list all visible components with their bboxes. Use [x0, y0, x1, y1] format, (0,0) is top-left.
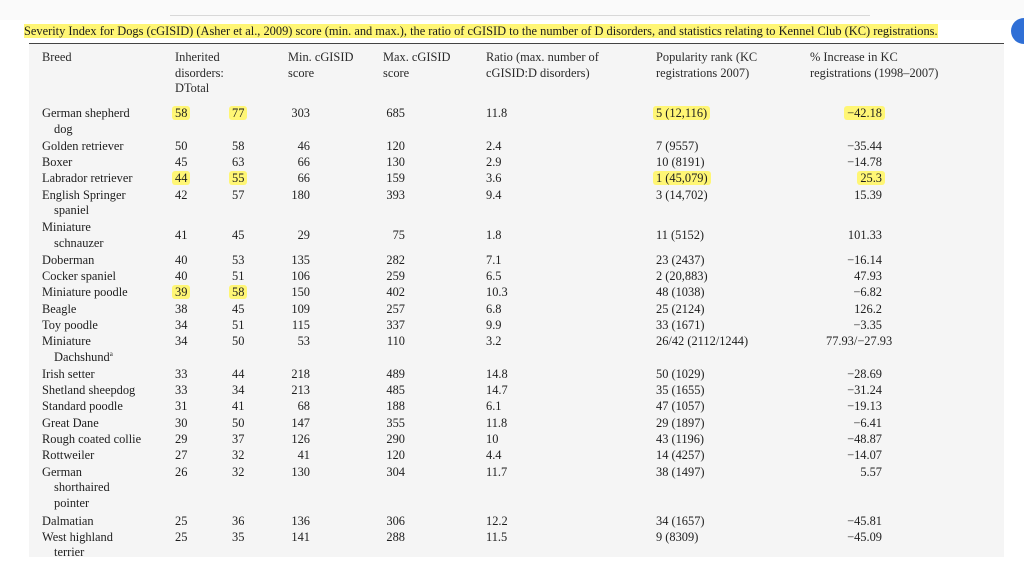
- popularity-cell: [656, 171, 708, 187]
- disorders-total-cell: 50: [232, 334, 245, 349]
- header-min-cgisid: [288, 50, 353, 81]
- breed-cell: [42, 155, 167, 171]
- increase-cell: −45.81: [847, 513, 882, 528]
- header-line: Popularity rank (KC: [656, 50, 758, 64]
- ratio-cell: 4.4: [486, 448, 502, 463]
- header-line: score: [383, 65, 410, 80]
- breed-cell: [42, 139, 167, 155]
- disorders-total-cell: 44: [232, 366, 245, 381]
- breed-line: Doberman: [42, 252, 95, 267]
- max-cgisid-cell: 257: [386, 301, 405, 316]
- increase-cell: −31.24: [847, 383, 882, 398]
- ratio-cell: 10.3: [486, 285, 508, 300]
- max-cgisid-cell: 259: [386, 269, 405, 283]
- breed-cell: [42, 253, 167, 269]
- increase-cell: −14.78: [847, 154, 882, 169]
- popularity-cell: 50 (1029): [656, 366, 705, 381]
- header-line: score: [288, 65, 315, 80]
- disorders-cell: 34: [175, 317, 188, 332]
- header-disorders: [175, 50, 224, 97]
- breed-cell: [42, 416, 167, 432]
- breed-line: Miniature poodle: [42, 285, 128, 300]
- highlight: 77: [229, 106, 247, 120]
- min-cgisid-cell: 66: [297, 171, 310, 186]
- breed-line: terrier: [54, 545, 85, 560]
- disorders-total-cell: 35: [232, 529, 245, 544]
- min-cgisid-cell: 303: [291, 106, 310, 120]
- highlight: −42.18: [844, 106, 885, 120]
- breed-line: German: [42, 464, 82, 479]
- increase-cell: −6.82: [853, 285, 882, 300]
- increase-cell: 47.93: [854, 269, 882, 283]
- ratio-cell: 2.9: [486, 154, 502, 169]
- disorders-total-cell: 58: [232, 138, 245, 153]
- max-cgisid-cell: 130: [386, 154, 405, 169]
- header-line: Inherited: [175, 50, 220, 64]
- previous-line-remnant: [170, 15, 870, 16]
- breed-cell: [42, 399, 167, 415]
- increase-cell: 15.39: [854, 187, 882, 202]
- disorders-total-cell: 50: [232, 415, 245, 430]
- highlight: 58: [229, 285, 247, 299]
- max-cgisid-cell: 188: [386, 399, 405, 414]
- increase-cell: 101.33: [847, 228, 882, 243]
- min-cgisid-cell: 141: [291, 529, 310, 544]
- disorders-total-cell: [232, 106, 244, 122]
- header-line: registrations 2007): [656, 65, 750, 80]
- breed-cell: [42, 106, 167, 137]
- breed-cell: [42, 302, 167, 318]
- breed-line: dog: [54, 121, 73, 136]
- popularity-cell: 7 (9557): [656, 138, 699, 153]
- disorders-cell: [175, 285, 187, 301]
- max-cgisid-cell: 402: [386, 285, 405, 300]
- max-cgisid-cell: 355: [386, 415, 405, 430]
- ratio-cell: 9.9: [486, 317, 502, 332]
- max-cgisid-cell: 75: [392, 228, 405, 243]
- min-cgisid-cell: 106: [291, 269, 310, 283]
- header-line: disorders:: [175, 65, 224, 80]
- header-line: cGISID:D disorders): [486, 65, 590, 80]
- breed-cell: [42, 318, 167, 334]
- disorders-cell: 25: [175, 529, 188, 544]
- ratio-cell: 10: [486, 432, 499, 446]
- disorders-total-cell: 32: [232, 448, 245, 463]
- max-cgisid-cell: 393: [386, 187, 405, 202]
- highlight: 58: [172, 106, 190, 120]
- highlight: 25.3: [857, 171, 885, 185]
- disorders-cell: 34: [175, 334, 188, 349]
- max-cgisid-cell: 306: [386, 513, 405, 528]
- increase-cell: 126.2: [854, 301, 882, 316]
- breed-line: German shepherd: [42, 106, 130, 120]
- disorders-total-cell: 32: [232, 464, 245, 479]
- highlight: 5 (12,116): [653, 106, 710, 120]
- breed-line: West highland: [42, 529, 113, 544]
- disorders-cell: 33: [175, 383, 188, 398]
- ratio-cell: 3.6: [486, 171, 502, 186]
- breed-cell: [42, 188, 167, 219]
- disorders-cell: 26: [175, 464, 188, 479]
- breed-line: Toy poodle: [42, 317, 98, 332]
- min-cgisid-cell: 135: [291, 252, 310, 267]
- table-top-rule: [29, 43, 1004, 44]
- min-cgisid-cell: 130: [291, 464, 310, 479]
- ratio-cell: 11.7: [486, 464, 508, 479]
- header-breed: Breed: [42, 50, 72, 64]
- increase-cell: −3.35: [853, 317, 882, 332]
- breed-line: Dalmatian: [42, 513, 94, 528]
- max-cgisid-cell: 159: [386, 171, 405, 186]
- disorders-cell: 40: [175, 269, 188, 283]
- disorders-total-cell: 63: [232, 154, 245, 169]
- highlight: 1 (45,079): [653, 171, 711, 185]
- max-cgisid-cell: 282: [386, 252, 405, 267]
- popularity-cell: 25 (2124): [656, 301, 705, 316]
- popularity-cell: 2 (20,883): [656, 269, 708, 283]
- disorders-total-cell: 45: [232, 228, 245, 243]
- disorders-cell: 27: [175, 448, 188, 463]
- ratio-cell: 14.7: [486, 383, 508, 398]
- breed-cell: [42, 530, 167, 561]
- increase-cell: −6.41: [853, 415, 882, 430]
- disorders-total-cell: 57: [232, 187, 245, 202]
- header-line: registrations (1998–2007): [810, 65, 939, 80]
- disorders-total-cell: 36: [232, 513, 245, 528]
- increase-cell: −19.13: [847, 399, 882, 414]
- ratio-cell: 11.8: [486, 106, 508, 120]
- breed-line: Labrador retriever: [42, 171, 133, 186]
- breed-line: spaniel: [54, 203, 90, 217]
- min-cgisid-cell: 150: [291, 285, 310, 300]
- disorders-total-cell: 53: [232, 252, 245, 267]
- min-cgisid-cell: 29: [297, 228, 310, 243]
- min-cgisid-cell: 53: [297, 334, 310, 349]
- max-cgisid-cell: 304: [386, 464, 405, 479]
- min-cgisid-cell: 136: [291, 513, 310, 528]
- ratio-cell: 6.8: [486, 301, 502, 316]
- breed-cell: [42, 383, 167, 399]
- popularity-cell: 26/42 (2112/1244): [656, 334, 749, 349]
- caption-text: Severity Index for Dogs (cGISID) (Asher et al., 2009) score (min. and max.), the ratio of cGISID to the number of D disorders, and statistics relating to Kennel Club (KC) registrations.: [24, 24, 938, 38]
- breed-line: Irish setter: [42, 366, 95, 381]
- disorders-cell: 25: [175, 513, 188, 528]
- breed-line: Great Dane: [42, 415, 99, 430]
- max-cgisid-cell: 110: [386, 334, 405, 349]
- increase-cell: −45.09: [847, 529, 882, 544]
- header-popularity: [656, 50, 757, 81]
- disorders-cell: 31: [175, 399, 188, 414]
- disorders-cell: 50: [175, 138, 188, 153]
- min-cgisid-cell: 109: [291, 301, 310, 316]
- highlight: 39: [172, 285, 190, 299]
- popularity-cell: 48 (1038): [656, 285, 705, 300]
- popularity-cell: 3 (14,702): [656, 187, 708, 202]
- ratio-cell: 11.8: [486, 415, 508, 430]
- header-increase: [810, 50, 938, 81]
- popularity-cell: 35 (1655): [656, 383, 705, 398]
- disorders-cell: [175, 171, 187, 187]
- increase-cell: −14.07: [847, 448, 882, 463]
- popularity-cell: 43 (1196): [656, 432, 705, 446]
- popularity-cell: 9 (8309): [656, 529, 699, 544]
- increase-cell: 77.93/−27.93: [826, 334, 893, 349]
- breed-line: shorthaired: [54, 480, 110, 495]
- breed-line: Rough coated collie: [42, 432, 142, 446]
- disorders-cell: 30: [175, 415, 188, 430]
- popularity-cell: [656, 106, 707, 122]
- increase-cell: [810, 106, 882, 122]
- breed-line: pointer: [54, 495, 90, 510]
- min-cgisid-cell: 147: [291, 415, 310, 430]
- ratio-cell: 3.2: [486, 334, 502, 349]
- max-cgisid-cell: 489: [386, 366, 405, 381]
- disorders-cell: 40: [175, 252, 188, 267]
- popularity-cell: 33 (1671): [656, 317, 705, 332]
- ratio-cell: 2.4: [486, 138, 502, 153]
- max-cgisid-cell: 120: [386, 138, 405, 153]
- footnote-mark: a: [109, 349, 113, 358]
- ratio-cell: 6.1: [486, 399, 502, 414]
- ratio-cell: 6.5: [486, 269, 502, 283]
- ratio-cell: 11.5: [486, 529, 508, 544]
- breed-line: Miniature: [42, 334, 91, 349]
- popularity-cell: 47 (1057): [656, 399, 705, 414]
- disorders-total-cell: [232, 285, 244, 301]
- breed-line: Cocker spaniel: [42, 269, 116, 283]
- breed-cell: [42, 367, 167, 383]
- disorders-total-cell: 51: [232, 317, 245, 332]
- breed-cell: [42, 171, 167, 187]
- popularity-cell: 23 (2437): [656, 252, 705, 267]
- min-cgisid-cell: 180: [291, 187, 310, 202]
- min-cgisid-cell: 68: [297, 399, 310, 414]
- breed-line: Rottweiler: [42, 448, 95, 463]
- breed-line: English Springer: [42, 187, 126, 202]
- breed-cell: [42, 334, 167, 365]
- disorders-cell: [175, 106, 187, 122]
- floating-action-button[interactable]: [1011, 18, 1024, 44]
- header-line: Min. cGISID: [288, 50, 354, 64]
- header-line: Ratio (max. number of: [486, 50, 599, 64]
- min-cgisid-cell: 213: [291, 383, 310, 398]
- ratio-cell: 1.8: [486, 228, 502, 243]
- disorders-cell: 29: [175, 432, 188, 446]
- min-cgisid-cell: 218: [291, 366, 310, 381]
- disorders-cell: 41: [175, 228, 188, 243]
- ratio-cell: 9.4: [486, 187, 502, 202]
- max-cgisid-cell: 120: [386, 448, 405, 463]
- increase-cell: −16.14: [847, 252, 882, 267]
- breed-line: Miniature: [42, 220, 91, 235]
- highlight: 55: [229, 171, 247, 185]
- increase-cell: −35.44: [847, 138, 882, 153]
- highlight: 44: [172, 171, 190, 185]
- popularity-cell: 14 (4257): [656, 448, 705, 463]
- disorders-total-cell: 51: [232, 269, 245, 283]
- breed-cell: [42, 285, 167, 301]
- page-top-strip: [0, 0, 1024, 20]
- increase-cell: 5.57: [860, 464, 882, 479]
- popularity-cell: 34 (1657): [656, 513, 705, 528]
- breed-line: schnauzer: [54, 235, 104, 250]
- disorders-cell: 38: [175, 301, 188, 316]
- header-line: Max. cGISID: [383, 50, 451, 64]
- disorders-total-cell: 34: [232, 383, 245, 398]
- disorders-cell: 42: [175, 187, 188, 202]
- breed-line: Beagle: [42, 301, 77, 316]
- disorders-cell: 33: [175, 366, 188, 381]
- breed-line: Standard poodle: [42, 399, 123, 414]
- popularity-cell: 10 (8191): [656, 154, 705, 169]
- header-ratio: [486, 50, 599, 81]
- ratio-cell: 7.1: [486, 252, 502, 267]
- increase-cell: −28.69: [847, 366, 882, 381]
- min-cgisid-cell: 41: [297, 448, 310, 463]
- popularity-cell: 11 (5152): [656, 228, 705, 243]
- increase-cell: −48.87: [847, 432, 882, 446]
- max-cgisid-cell: 288: [386, 529, 405, 544]
- min-cgisid-cell: 46: [297, 138, 310, 153]
- breed-cell: [42, 269, 167, 285]
- breed-line: Boxer: [42, 154, 73, 169]
- breed-cell: [42, 220, 167, 251]
- min-cgisid-cell: 115: [291, 317, 310, 332]
- breed-cell: [42, 514, 167, 530]
- table-caption: [24, 21, 938, 41]
- popularity-cell: 38 (1497): [656, 464, 705, 479]
- min-cgisid-cell: 126: [291, 432, 310, 446]
- max-cgisid-cell: 685: [386, 106, 405, 120]
- increase-cell: [810, 171, 882, 187]
- popularity-cell: 29 (1897): [656, 415, 705, 430]
- ratio-cell: 12.2: [486, 513, 508, 528]
- header-line: % Increase in KC: [810, 50, 898, 64]
- ratio-cell: 14.8: [486, 366, 508, 381]
- breed-line: Shetland sheepdog: [42, 383, 136, 398]
- max-cgisid-cell: 485: [386, 383, 405, 398]
- min-cgisid-cell: 66: [297, 154, 310, 169]
- disorders-total-cell: 41: [232, 399, 245, 414]
- breed-cell: [42, 448, 167, 464]
- breed-line: Golden retriever: [42, 138, 124, 153]
- breed-line: Dachshund$^a$: [54, 349, 113, 364]
- disorders-total-cell: 45: [232, 301, 245, 316]
- disorders-cell: 45: [175, 154, 188, 169]
- header-max-cgisid: [383, 50, 450, 81]
- breed-cell: [42, 465, 167, 512]
- header-line: DTotal: [175, 81, 210, 95]
- disorders-total-cell: [232, 171, 244, 187]
- max-cgisid-cell: 337: [386, 317, 405, 332]
- disorders-total-cell: 37: [232, 432, 245, 446]
- breed-cell: [42, 432, 167, 448]
- max-cgisid-cell: 290: [386, 432, 405, 446]
